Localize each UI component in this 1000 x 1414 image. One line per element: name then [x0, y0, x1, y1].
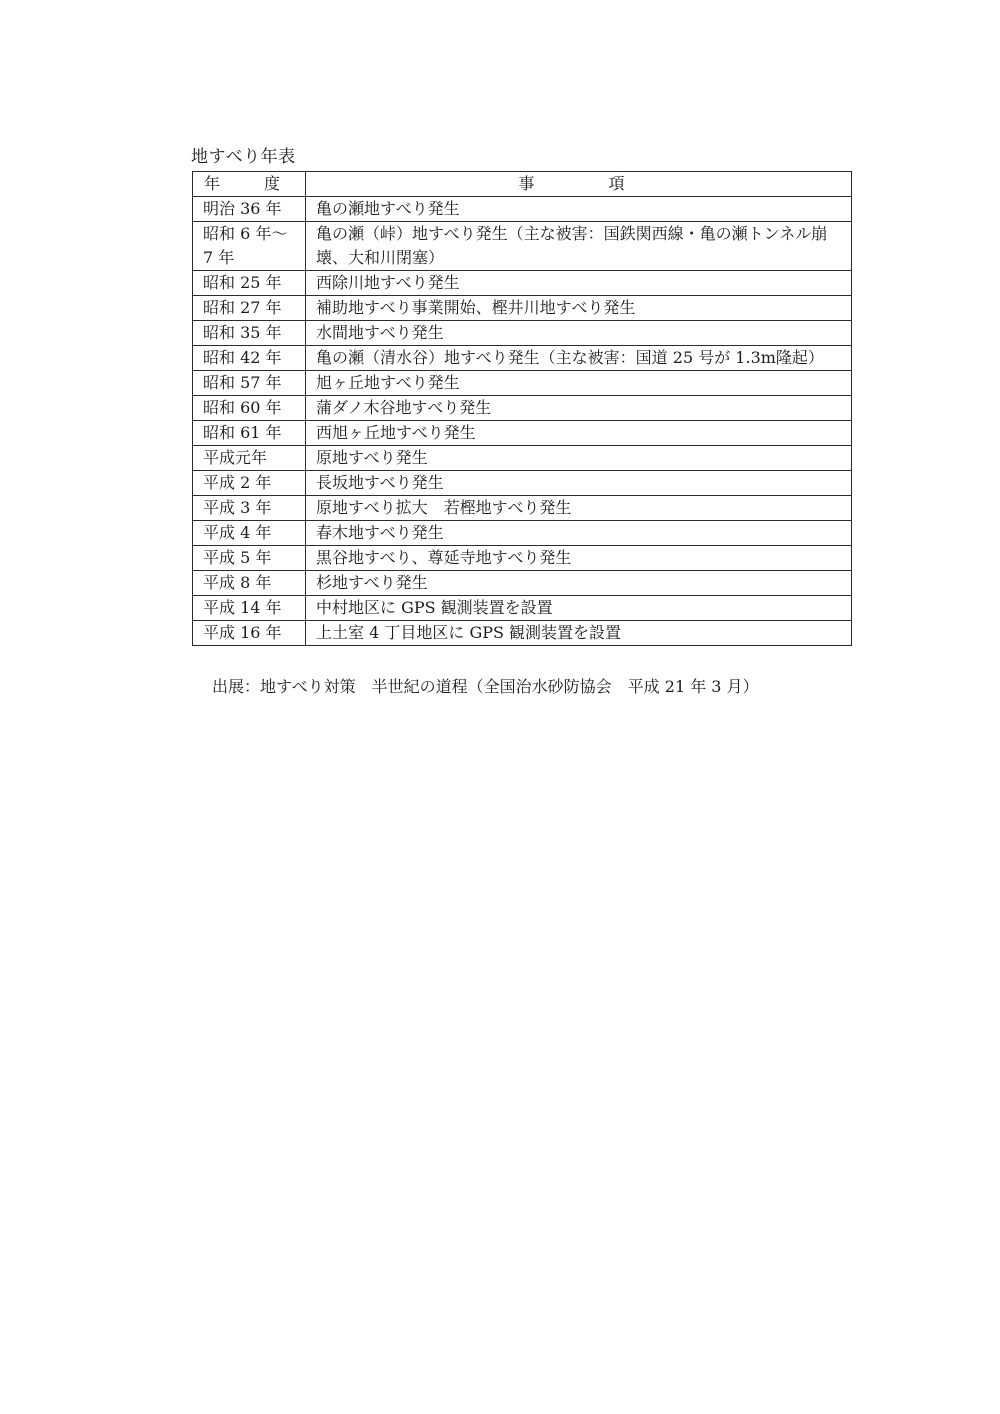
- event-cell: 西除川地すべり発生: [306, 271, 852, 296]
- year-cell: 昭和 42 年: [193, 346, 306, 371]
- table-row: [193, 421, 852, 446]
- table-row: [193, 346, 852, 371]
- table-row: [193, 222, 852, 271]
- year-cell: 平成 8 年: [193, 571, 306, 596]
- table-row: [193, 496, 852, 521]
- header-year: 年 度: [193, 172, 306, 197]
- event-cell: 杉地すべり発生: [306, 571, 852, 596]
- year-cell: 昭和 35 年: [193, 321, 306, 346]
- header-event: 事 項: [306, 172, 852, 197]
- year-cell: 平成 14 年: [193, 596, 306, 621]
- event-cell: 黒谷地すべり、尊延寺地すべり発生: [306, 546, 852, 571]
- table-header-row: [193, 172, 852, 197]
- year-cell: 明治 36 年: [193, 197, 306, 222]
- event-cell: 原地すべり拡大 若樫地すべり発生: [306, 496, 852, 521]
- table-row: [193, 596, 852, 621]
- table-row: [193, 321, 852, 346]
- table-row: [193, 571, 852, 596]
- year-cell: 昭和 60 年: [193, 396, 306, 421]
- table-row: [193, 621, 852, 646]
- event-cell: 中村地区に GPS 観測装置を設置: [306, 596, 852, 621]
- document-title: 地すべり年表: [191, 147, 296, 167]
- event-cell: 原地すべり発生: [306, 446, 852, 471]
- table-row: [193, 546, 852, 571]
- year-cell: 昭和 61 年: [193, 421, 306, 446]
- table-row: [193, 521, 852, 546]
- year-cell: 昭和 25 年: [193, 271, 306, 296]
- table-row: [193, 396, 852, 421]
- event-cell: 長坂地すべり発生: [306, 471, 852, 496]
- year-cell: 平成 2 年: [193, 471, 306, 496]
- event-cell: 補助地すべり事業開始、樫井川地すべり発生: [306, 296, 852, 321]
- year-cell: 昭和 27 年: [193, 296, 306, 321]
- event-cell: 亀の瀬（峠）地すべり発生（主な被害：国鉄関西線・亀の瀬トンネル崩壊、大和川閉塞）: [306, 222, 852, 271]
- event-cell: 亀の瀬（清水谷）地すべり発生（主な被害：国道 25 号が 1.3m隆起）: [306, 346, 852, 371]
- table-row: [193, 296, 852, 321]
- year-cell: 昭和 57 年: [193, 371, 306, 396]
- table-row: [193, 471, 852, 496]
- year-cell: 昭和 6 年〜7 年: [193, 222, 306, 271]
- event-cell: 春木地すべり発生: [306, 521, 852, 546]
- event-cell: 水間地すべり発生: [306, 321, 852, 346]
- year-cell: 平成 16 年: [193, 621, 306, 646]
- year-cell: 平成 3 年: [193, 496, 306, 521]
- event-cell: 蒲ダノ木谷地すべり発生: [306, 396, 852, 421]
- landslide-chronology-table: [192, 171, 852, 646]
- event-cell: 上土室 4 丁目地区に GPS 観測装置を設置: [306, 621, 852, 646]
- event-cell: 旭ヶ丘地すべり発生: [306, 371, 852, 396]
- table-row: [193, 197, 852, 222]
- event-cell: 亀の瀬地すべり発生: [306, 197, 852, 222]
- source-citation: 出展：地すべり対策 半世紀の道程（全国治水砂防協会 平成 21 年 3 月）: [212, 677, 759, 696]
- year-cell: 平成元年: [193, 446, 306, 471]
- table-row: [193, 446, 852, 471]
- year-cell: 平成 5 年: [193, 546, 306, 571]
- event-cell: 西旭ヶ丘地すべり発生: [306, 421, 852, 446]
- table-row: [193, 271, 852, 296]
- table-row: [193, 371, 852, 396]
- year-cell: 平成 4 年: [193, 521, 306, 546]
